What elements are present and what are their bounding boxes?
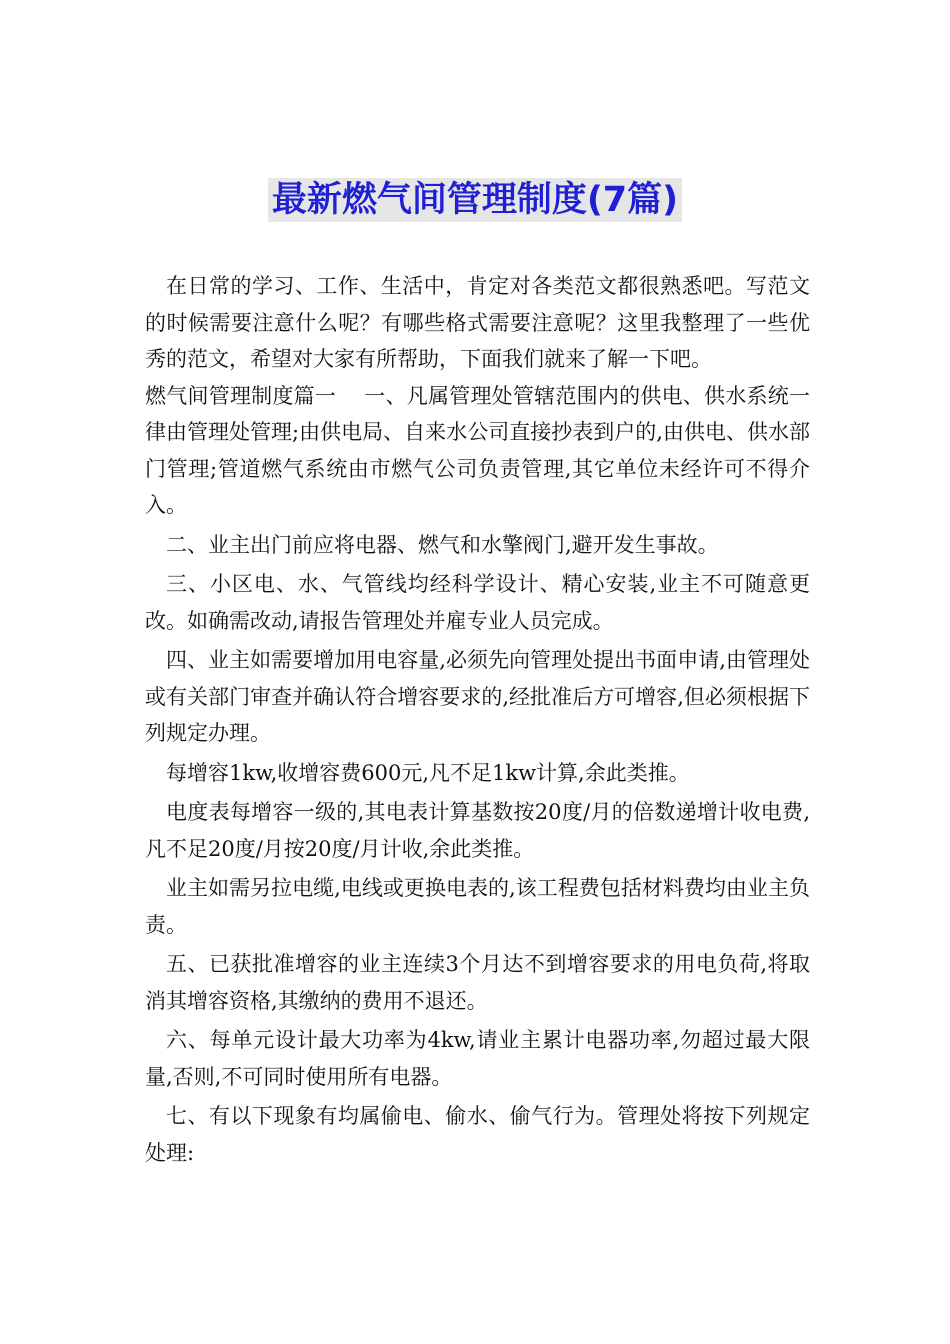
rule-three-paragraph: 三、小区电、水、气管线均经科学设计、精心安装,业主不可随意更改。如确需改动,请报告管理处并雇专业人员完成。 xyxy=(145,572,810,633)
rule-four-paragraph: 四、业主如需要增加用电容量,必须先向管理处提出书面申请,由管理处或有关部门审查并确认符合增容要求的,经批准后方可增容,但必须根据下列规定办理。 xyxy=(145,648,810,745)
title-container xyxy=(0,178,950,222)
rule-seven-paragraph: 七、有以下现象有均属偷电、偷水、偷气行为。管理处将按下列规定处理: xyxy=(145,1104,810,1165)
rule-six-paragraph: 六、每单元设计最大功率为4kw,请业主累计电器功率,勿超过最大限量,否则,不可同时使用所有电器。 xyxy=(145,1028,810,1089)
rule-four-item-three: 业主如需另拉电缆,电线或更换电表的,该工程费包括材料费均由业主负责。 xyxy=(145,876,810,937)
document-title: 最新燃气间管理制度(7篇) xyxy=(268,178,682,222)
section-one-paragraph: 燃气间管理制度篇一 一、凡属管理处管辖范围内的供电、供水系统一律由管理处管理;由供电局、自来水公司直接抄表到户的,由供电、供水部门管理;管道燃气系统由市燃气公司负责管理,其它单位未经许可不得介入。 xyxy=(145,383,810,517)
rule-four-item-one: 每增容1kw,收增容费600元,凡不足1kw计算,余此类推。 xyxy=(166,760,690,785)
intro-paragraph: 在日常的学习、工作、生活中，肯定对各类范文都很熟悉吧。写范文的时候需要注意什么呢？有哪些格式需要注意呢？这里我整理了一些优秀的范文，希望对大家有所帮助，下面我们就来了解一下吧。 xyxy=(145,274,810,371)
rule-two-paragraph: 二、业主出门前应将电器、燃气和水擎阀门,避开发生事故。 xyxy=(166,532,719,557)
document-body xyxy=(145,268,810,1171)
rule-five-paragraph: 五、已获批准增容的业主连续3个月达不到增容要求的用电负荷,将取消其增容资格,其缴纳的费用不退还。 xyxy=(145,952,810,1013)
rule-four-item-two: 电度表每增容一级的,其电表计算基数按20度/月的倍数递增计收电费,凡不足20度/月按20度/月计收,余此类推。 xyxy=(145,800,810,861)
